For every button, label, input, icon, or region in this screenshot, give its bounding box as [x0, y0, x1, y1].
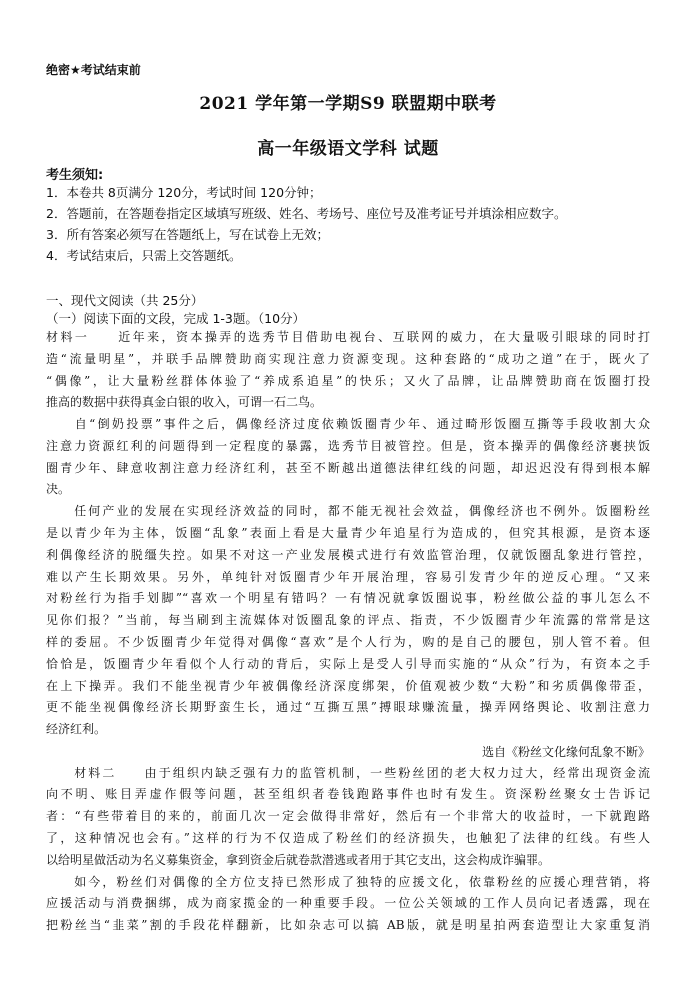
material1-line: 利偶像经济的脱缰失控。如果不对这一产业发展模式进行有效监管治理，仅就饭圈乱象进行管控， — [46, 548, 650, 562]
material1-line: “偶像”，让大量粉丝群体体验了“养成系追星”的快乐；又火了品牌，让品牌赞助商在饭圈打投 — [46, 374, 650, 388]
section-subheading: （一）阅读下面的文段，完成 1-3题。（10分） — [46, 311, 306, 326]
material1-line: 对粉丝行为指手划脚”“喜欢一个明星有错吗？一有情况就拿饭圈说事，粉丝做公益的事儿怎么不 — [46, 591, 650, 605]
exam-subtitle: 高一年级语文学科 试题 — [257, 139, 439, 159]
material2-line: 把粉丝当“韭菜”割的手段花样翻新，比如杂志可以搞 AB版，就是明星拍两套造型让大家重复消 — [46, 918, 650, 932]
notice-item: 1．本卷共 8页满分 120分，考试时间 120分钟； — [46, 185, 322, 200]
material1-line: 在上下操弄。我们不能坐视青少年被偶像经济深度绑架，价值观被少数“大粉”和劣质偶像带歪， — [46, 679, 650, 693]
material2-line: 了，这种情况也会有。”这样的行为不仅造成了粉丝们的经济损失，也触犯了法律的红线。有些人 — [46, 831, 650, 845]
material1-line: 是以青少年为主体，饭圈“乱象”表面上看是大量青少年追星行为造成的，但究其根源，是资本逐 — [46, 526, 650, 540]
material1-source: 选自《粉丝文化缘何乱象不断》 — [481, 745, 650, 759]
material1-line: 圈青少年、肆意收割注意力经济红利，甚至不断越出道德法律红线的问题，却迟迟没有得到根本解 — [46, 461, 650, 475]
material1-line: 材料一 近年来，资本操弄的选秀节目借助电视台、互联网的威力，在大量吸引眼球的同时打 — [46, 330, 650, 344]
material1-line: 经济红利。 — [46, 722, 107, 736]
material1-line: 更不能坐视偶像经济长期野蛮生长，通过“互撕互黑”搏眼球赚流量，操弄网络舆论、收割注意力 — [46, 700, 650, 714]
exam-title: 2021 学年第一学期S9 联盟期中联考 — [199, 94, 497, 114]
material1-line: 样的委屈。不少饭圈青少年觉得对偶像“喜欢”是个人行为，购的是自己的腰包，别人管不着。但 — [46, 635, 650, 649]
confidential-mark: 绝密★考试结束前 — [46, 63, 141, 77]
material1-line: 推高的数据中获得真金白银的收入，可谓一石二鸟。 — [46, 395, 323, 409]
material1-line: 恰恰是，饭圈青少年看似个人行动的背后，实际上是受人引导而实施的“从众”行为，有资本之手 — [46, 657, 650, 671]
material1-line: 见你们报？”当前，每当刷到主流媒体对饭圈乱象的评点、指责，不少饭圈青少年流露的常常是这 — [46, 613, 650, 627]
notice-heading: 考生须知: — [46, 168, 104, 183]
notice-item: 3．所有答案必须写在答题纸上，写在试卷上无效； — [46, 227, 329, 242]
notice-item: 2．答题前，在答题卷指定区域填写班级、姓名、考场号、座位号及准考证号并填涂相应数字。 — [46, 206, 567, 221]
material1-line: 难以产生长期效果。另外，单纯针对饭圈青少年开展治理，容易引发青少年的逆反心理。“又来 — [46, 570, 650, 584]
material1-line: 决。 — [46, 482, 71, 496]
material2-line: 以给明星做活动为名义募集资金，拿到资金后就卷款潜逃或者用于其它支出，这会构成诈骗罪。 — [46, 853, 551, 867]
material2-line: 向不明、账目弄虚作假等问题，甚至组织者卷钱跑路事件也时有发生。资深粉丝聚女士告诉记 — [46, 787, 650, 801]
material1-line: 任何产业的发展在实现经济效益的同时，都不能无视社会效益，偶像经济也不例外。饭圈粉丝 — [46, 504, 650, 518]
material1-line: 自“倒奶投票”事件之后，偶像经济过度依赖饭圈青少年、通过畸形饭圈互撕等手段收割大众 — [46, 417, 650, 431]
material2-line: 如今，粉丝们对偶像的全方位支持已然形成了独特的应援文化，依靠粉丝的应援心理营销，将 — [46, 875, 650, 889]
material1-line: 注意力资源红利的问题得到一定程度的暴露，选秀节目被管控。但是，资本操弄的偶像经济裹挟饭 — [46, 439, 650, 453]
notice-item: 4．考试结束后，只需上交答题纸。 — [46, 248, 242, 263]
material2-line: 者：“有些带着目的来的，前面几次一定会做得非常好，然后有一个非常大的收益时，一下就跑路 — [46, 809, 650, 823]
section-heading: 一、现代文阅读（共 25分） — [46, 293, 204, 308]
material1-line: 造“流量明星”，并联手品牌赞助商实现注意力资源变现。这种套路的“成功之道”在于，既火了 — [46, 352, 650, 366]
material2-line: 材料二 由于组织内缺乏强有力的监管机制，一些粉丝团的老大权力过大，经常出现资金流 — [46, 766, 650, 780]
material2-line: 应援活动与消费捆绑，成为商家揽金的一种重要手段。一位公关领域的工作人员向记者透露，现在 — [46, 896, 650, 910]
